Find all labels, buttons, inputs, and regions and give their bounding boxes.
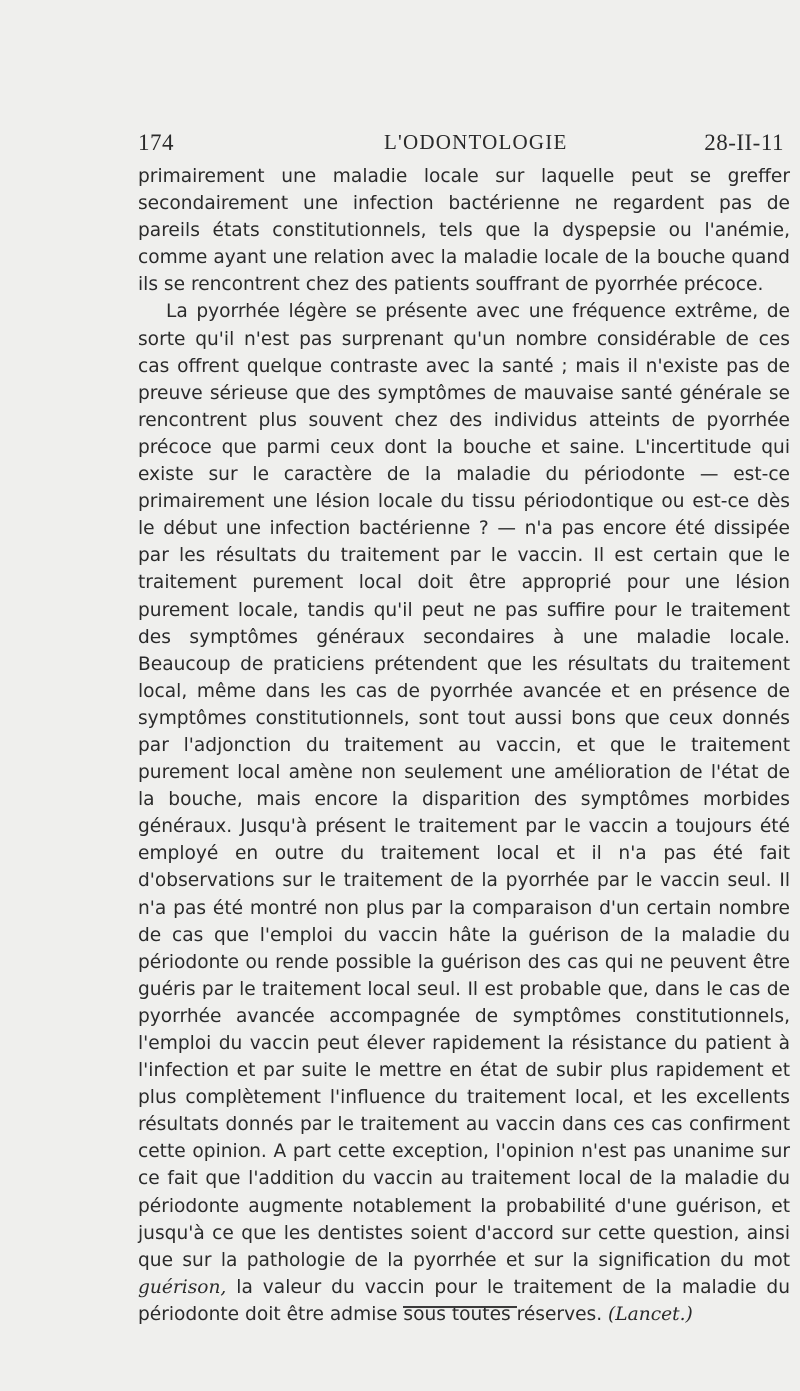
section-divider (403, 1306, 517, 1308)
paragraph-1: primairement une maladie locale sur laquelle peut se greffer secondairement une infection bactérienne ne regardent pas de pareils états constitutionnels, tels que la dyspepsie ou l'anémie, comme ayant une relation avec la maladie locale de la bouche quand ils se rencontrent chez des patients souffrant de pyorrhée précoce. (138, 166, 790, 296)
paragraph-2-ending: la valeur du vaccin pour le traitement de la maladie du périodonte doit être admise sous toutes réserves. (138, 1276, 790, 1325)
italic-term: guérison, (138, 1276, 227, 1298)
article-body (138, 163, 790, 1328)
page-number: 174 (138, 130, 174, 155)
paragraph-2-text: La pyorrhée légère se présente avec une fréquence extrême, de sorte qu'il n'est pas surprenant qu'un nombre considérable de ces cas offrent quelque contraste avec la santé ; mais il n'existe pas de preuve sérieuse que des symptômes de mauvaise santé générale se rencontrent plus souvent chez des individus atteints de pyorrhée précoce que parmi ceux dont la bouche et saine. L'incertitude qui existe sur le caractère de la maladie du périodonte — est-ce primairement une lésion locale du tissu périodontique ou est-ce dès le début une infection bactérienne ? — n'a pas encore été dissipée par les résultats du traitement par le vaccin. Il est certain que le traitement purement local doit être approprié pour une lésion purement locale, tandis qu'il peut ne pas suffire pour le traitement des symptômes généraux secondaires à une maladie locale. Beaucoup de praticiens prétendent que les résultats du traitement local, même dans les cas de pyorrhée avancée et en présence de symptômes constitutionnels, sont tout aussi bons que ceux donnés par l'adjonction du traitement au vaccin, et que le traitement purement local amène non seulement une amélioration de l'état de la bouche, mais encore la disparition des symptômes morbides généraux. Jusqu'à présent le traitement par le vaccin a toujours été employé en outre du traitement local et il n'a pas été fait d'observations sur le traitement de la pyorrhée par le vaccin seul. Il n'a pas été montré non plus par la comparaison d'un certain nombre de cas que l'emploi du vaccin hâte la guérison de la maladie du périodonte ou rende possible la guérison des cas qui ne peuvent être guéris par le traitement local seul. Il est probable que, dans le cas de pyorrhée avancée accompagnée de symptômes constitutionnels, l'emploi du vaccin peut élever rapidement la résistance du patient à l'infection et par suite le mettre en état de subir plus rapidement et plus complètement l'influence du traitement local, et les excellents résultats donnés par le traitement au vaccin dans ces cas confirment cette opinion. A part cette exception, l'opinion n'est pas unanime sur ce fait que l'addition du vaccin au traitement local de la maladie du périodonte augmente notablement la probabilité d'une guérison, et jusqu'à ce que les dentistes soient d'accord sur cette question, ainsi que sur la pathologie de la pyorrhée et sur la signification du mot (138, 301, 790, 1271)
running-title: L'ODONTOLOGIE (384, 130, 568, 154)
running-header (138, 124, 790, 160)
source-citation: (Lancet.) (608, 1303, 693, 1325)
paragraph-2 (138, 298, 790, 1328)
issue-date: 28-II-11 (704, 130, 784, 155)
